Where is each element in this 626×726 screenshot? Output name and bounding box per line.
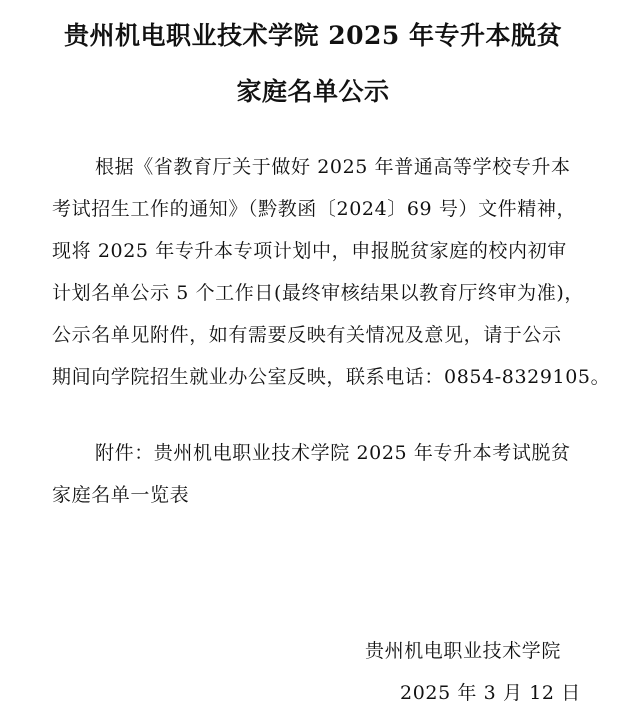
attachment-line: 附件：贵州机电职业技术学院 2025 年专升本考试脱贫 [95, 442, 571, 464]
attachment-line: 家庭名单一览表 [52, 484, 190, 506]
body-line: 公示名单见附件，如有需要反映有关情况及意见，请于公示 [52, 324, 562, 346]
body-line: 考试招生工作的通知》（黔教函〔2024〕69 号）文件精神， [52, 198, 577, 220]
body-line: 现将 2025 年专升本专项计划中，申报脱贫家庭的校内初审 [52, 240, 567, 262]
body-line: 计划名单公示 5 个工作日(最终审核结果以教育厅终审为准)， [52, 282, 584, 304]
signature-organization: 贵州机电职业技术学院 [365, 640, 562, 662]
body-line: 根据《省教育厅关于做好 2025 年普通高等学校专升本 [95, 156, 571, 178]
document-title-line-2: 家庭名单公示 [236, 77, 390, 106]
signature-date: 2025 年 3 月 12 日 [400, 682, 581, 704]
body-line: 期间向学院招生就业办公室反映，联系电话：0854-8329105。 [52, 366, 611, 388]
document-title-line-1: 贵州机电职业技术学院 2025 年专升本脱贫 [64, 21, 562, 50]
